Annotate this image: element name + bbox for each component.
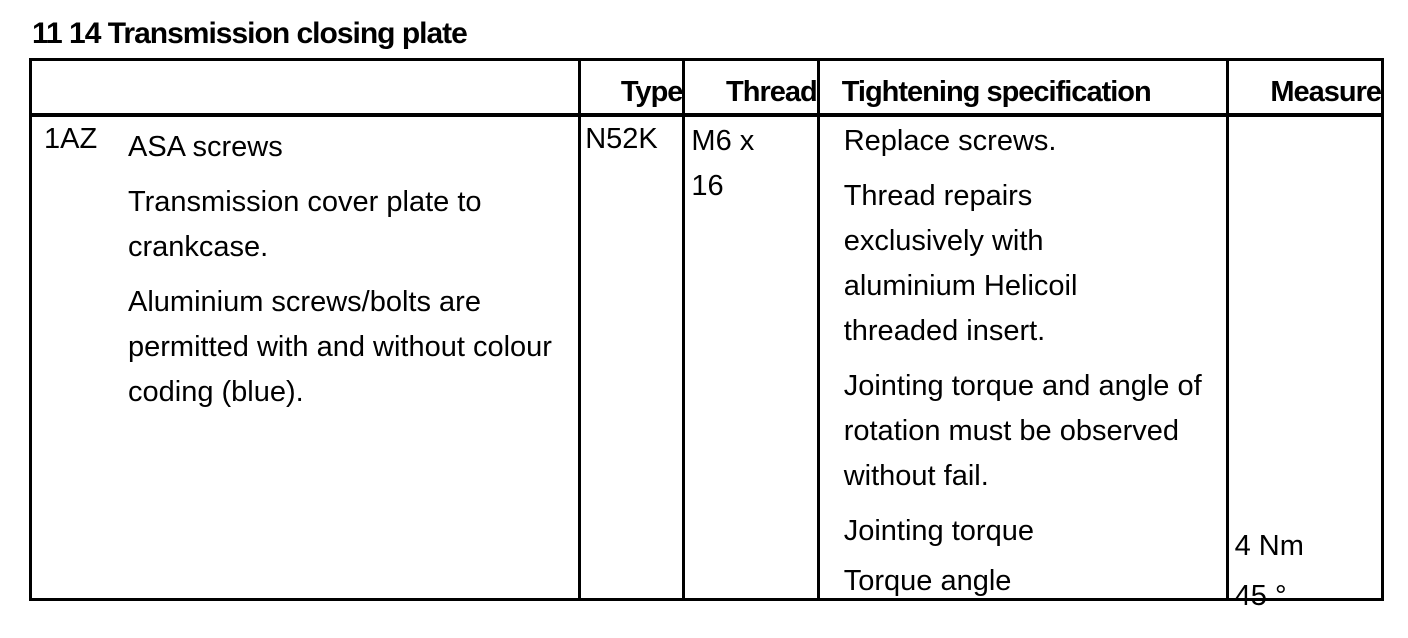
header-measure: Measure: [1227, 60, 1382, 116]
thread-value: [691, 119, 811, 209]
angle-label: Torque angle: [843, 565, 1012, 597]
measure-cell: [1227, 115, 1382, 612]
description: [128, 125, 568, 425]
description-line: ASA screws: [128, 131, 283, 163]
item-code: 1AZ: [44, 123, 98, 155]
type-cell: [580, 115, 684, 599]
header-blank: [31, 60, 580, 116]
measure-values: [1235, 521, 1304, 621]
spec-line: Jointing torque and angle of rotation must be observed without fail.: [843, 370, 1202, 492]
description-cell: [31, 115, 580, 599]
page-title: 11 14 Transmission closing plate: [32, 17, 467, 50]
spec-line: Thread repairs exclusively with aluminium Helicoil threaded insert.: [843, 180, 1078, 347]
spec-line: Replace screws.: [843, 125, 1057, 157]
type-value: N52K: [585, 123, 658, 155]
header-type: Type: [580, 60, 684, 116]
torque-label: Jointing torque: [843, 515, 1034, 547]
table-header-row: [31, 60, 1383, 116]
angle-value: 45 °: [1234, 580, 1287, 612]
header-tightening: Tightening specification: [818, 60, 1227, 116]
spec-table: [29, 58, 1384, 612]
header-thread: Thread: [684, 60, 818, 116]
tightening-cell: [818, 115, 1227, 599]
tightening-spec: [844, 119, 1224, 609]
description-line: Aluminium screws/bolts are permitted with and without colour coding (blue).: [128, 286, 552, 408]
thread-line: M6 x: [691, 125, 755, 157]
table-row: [31, 115, 1383, 599]
thread-cell: [684, 115, 818, 599]
torque-value: 4 Nm: [1234, 530, 1304, 562]
description-line: Transmission cover plate to crankcase.: [128, 186, 482, 263]
thread-line: 16: [691, 170, 724, 202]
